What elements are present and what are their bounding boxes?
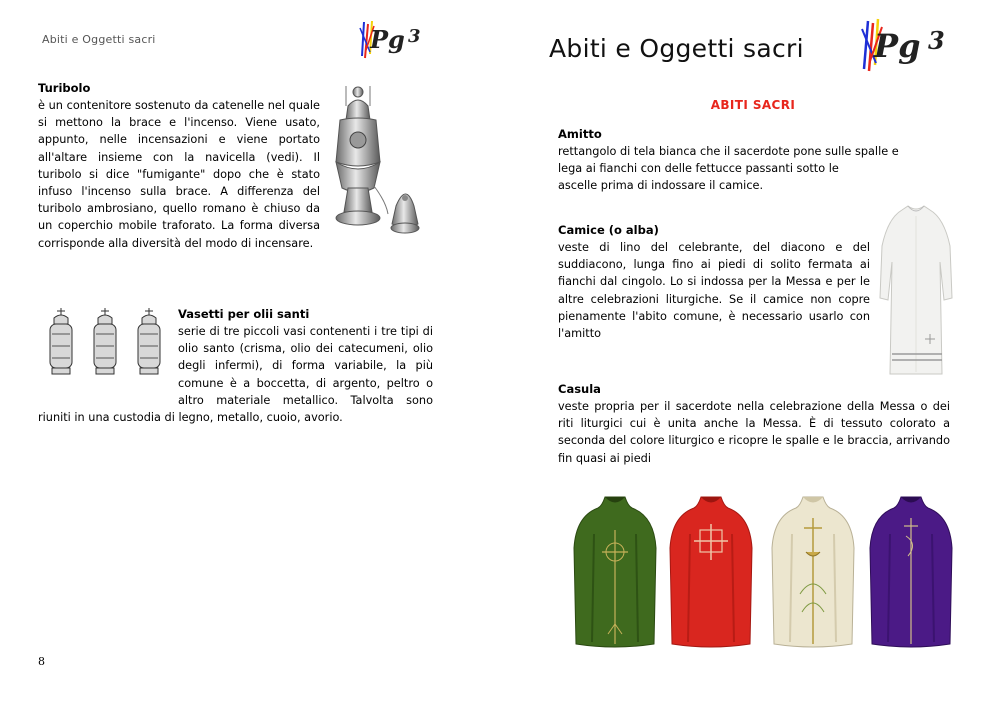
turibolo-heading: Turibolo — [38, 81, 91, 95]
censer-icon — [326, 86, 438, 250]
svg-text:Pg: Pg — [874, 27, 921, 65]
page-number: 8 — [38, 655, 45, 668]
pg3-logo-icon — [356, 16, 428, 64]
page-title: Abiti e Oggetti sacri — [549, 34, 804, 63]
red-chasuble-icon — [668, 494, 754, 654]
alb-robe-icon — [878, 202, 954, 384]
svg-text:3: 3 — [408, 26, 421, 47]
svg-text:Pg: Pg — [370, 25, 405, 54]
amitto-line-1: rettangolo di tela bianca che il sacerdote pone sulle spalle e — [558, 145, 899, 158]
casula-section — [558, 381, 950, 467]
section-title: ABITI SACRI — [710, 98, 796, 112]
right-page — [496, 0, 992, 701]
turibolo-section — [38, 80, 320, 252]
camice-section — [558, 222, 870, 342]
purple-chasuble-icon — [868, 494, 954, 654]
running-head: Abiti e Oggetti sacri — [42, 33, 156, 46]
camice-heading: Camice (o alba) — [558, 223, 659, 237]
svg-text:3: 3 — [928, 26, 945, 55]
turibolo-text: è un contenitore sostenuto da catenelle nel quale si mettono la brace e l'incenso. Viene usato, appunto, nelle incensazioni e viene portato all'altare insieme con la navicella (vedi). Il turibolo si dice "fumigante" dopo che è stato infuso l'incenso sulla brace. A differenza del turibolo ambrosiano, quello romano è chiuso da un coperchio mobile traforato. La forma diversa corrisponde alla diversità del modo di incensare. — [38, 99, 320, 250]
casula-text: veste propria per il sacerdote nella celebrazione della Messa o dei riti liturgici cui è unita anche la Messa. È di tessuto colorato a seconda del colore liturgico e ricopre le spalle e le braccia, arrivando fin quasi ai piedi — [558, 400, 950, 465]
pg3-logo-icon — [858, 15, 954, 75]
amitto-line-2: lega ai fianchi con delle fettucce passanti sotto le — [558, 162, 839, 176]
camice-text: veste di lino del celebrante, del diacono e del suddiacono, lunga fino ai piedi di solito fermata ai fianchi dal cingolo. Lo si indossa per la Messa e per le altre celebrazioni liturgiche. Se il camice non copre pienamente l'abito comune, è necessario usarlo con l'amitto — [558, 241, 870, 341]
white-chasuble-icon — [770, 494, 856, 654]
amitto-section — [558, 126, 950, 195]
amitto-line-3: ascelle prima di indossare il camice. — [558, 179, 764, 193]
vasetti-heading: Vasetti per olii santi — [178, 307, 310, 321]
green-chasuble-icon — [572, 494, 658, 654]
casula-heading: Casula — [558, 382, 601, 396]
vasetti-text: serie di tre piccoli vasi contenenti i tre tipi di olio santo (crisma, olio dei catecumeni, olio degli infermi), di forma variabile, la più comune è a boccetta, di argento, peltro o altro materiale metallico. Talvolta sono riuniti in una custodia di legno, metallo, cuoio, avorio. — [38, 325, 433, 425]
amitto-heading: Amitto — [558, 127, 602, 141]
vasetti-section — [178, 306, 433, 323]
